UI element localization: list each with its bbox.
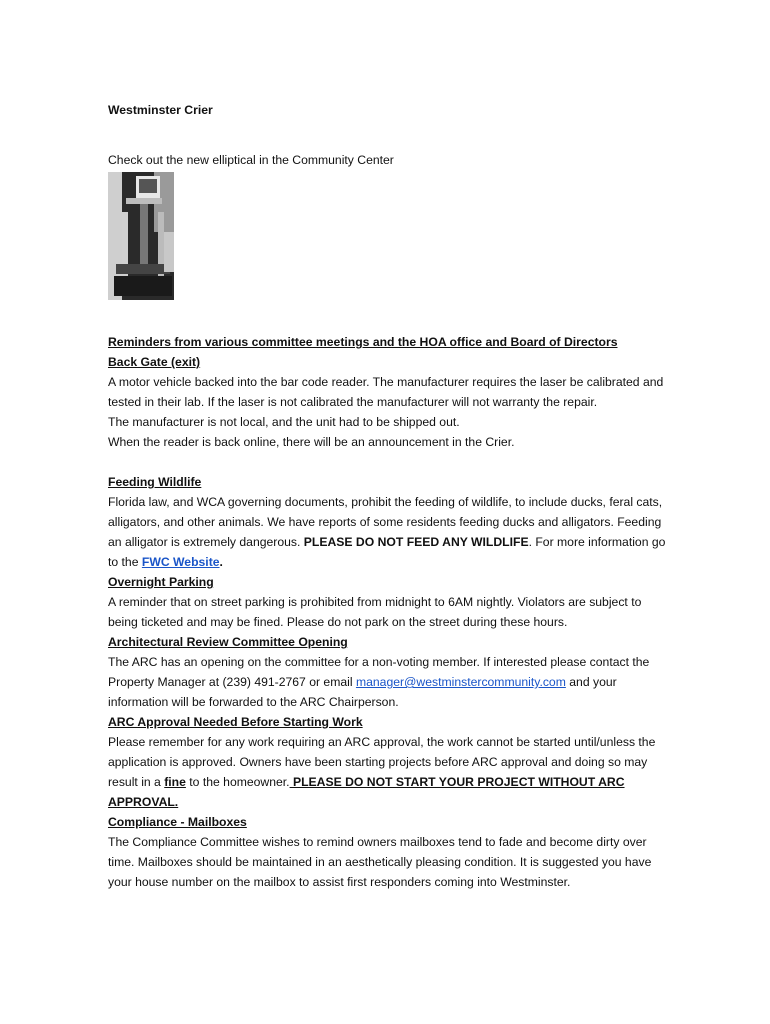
arc-opening-heading: Architectural Review Committee Opening — [108, 635, 348, 649]
mailboxes-paragraph: The Compliance Committee wishes to remind owners mailboxes tend to fade and become dirty over time. Mailboxes should be maintained in an aesthetically pleasing condition. It is suggested you have your house number on the mailbox to assist first responders coming into Westminster. — [108, 835, 652, 889]
back-gate-paragraph-3: When the reader is back online, there will be an announcement in the Crier. — [108, 435, 515, 449]
intro-text: Check out the new elliptical in the Community Center — [108, 153, 394, 167]
fwc-website-link[interactable]: FWC Website — [141, 555, 220, 569]
arc-opening-paragraph — [108, 652, 668, 712]
wildlife-heading: Feeding Wildlife — [108, 475, 202, 489]
arc-approval-heading: ARC Approval Needed Before Starting Work — [108, 715, 363, 729]
arc-approval-text-1: Please remember for any work requiring an ARC approval, the work cannot be started until/unless the application is approved. Owners have been starting projects before ARC approval and doing so may result in a — [108, 735, 656, 789]
wildlife-paragraph — [108, 492, 668, 572]
wildlife-text-1: Florida law, and WCA governing documents, prohibit the feeding of wildlife, to include ducks, feral cats, alligators, and other animals. We have reports of some residents feeding ducks and alligators. Feeding an alligator is extremely dangerous. — [108, 495, 663, 549]
manager-email-link[interactable]: manager@westminstercommunity.com — [355, 675, 566, 689]
back-gate-paragraph-1: A motor vehicle backed into the bar code reader. The manufacturer requires the laser be calibrated and tested in their lab. If the laser is not calibrated the manufacturer will not warranty the repair. — [108, 375, 664, 409]
mailboxes-heading: Compliance - Mailboxes — [108, 815, 247, 829]
arc-approval-text-2: to the homeowner. — [185, 775, 290, 789]
fine-word: fine — [164, 775, 186, 789]
back-gate-heading: Back Gate (exit) — [108, 355, 201, 369]
parking-heading: Overnight Parking — [108, 575, 214, 589]
arc-opening-text-2: and your information will be forwarded to the ARC Chairperson. — [108, 675, 617, 709]
document-page — [108, 100, 668, 892]
arc-opening-text-1: The ARC has an opening on the committee for a non-voting member. If interested please contact the Property Manager at (239) 491-2767 or email — [108, 655, 650, 689]
wildlife-text-2: . For more information go to the — [108, 535, 666, 569]
back-gate-paragraph-2: The manufacturer is not local, and the unit had to be shipped out. — [108, 415, 460, 429]
wildlife-warning: PLEASE DO NOT FEED ANY WILDLIFE — [303, 535, 529, 549]
elliptical-machine-image — [108, 172, 174, 300]
reminders-heading: Reminders from various committee meetings and the HOA office and Board of Directors — [108, 335, 618, 349]
wildlife-text-3: . — [219, 555, 223, 569]
arc-approval-paragraph — [108, 732, 668, 812]
newsletter-title: Westminster Crier — [108, 103, 213, 117]
arc-approval-warning: PLEASE DO NOT START YOUR PROJECT WITHOUT ARC APPROVAL. — [108, 775, 625, 809]
parking-paragraph: A reminder that on street parking is prohibited from midnight to 6AM nightly. Violators are subject to being ticketed and may be fined. Please do not park on the street during these hours. — [108, 595, 642, 629]
elliptical-photo — [108, 172, 174, 300]
